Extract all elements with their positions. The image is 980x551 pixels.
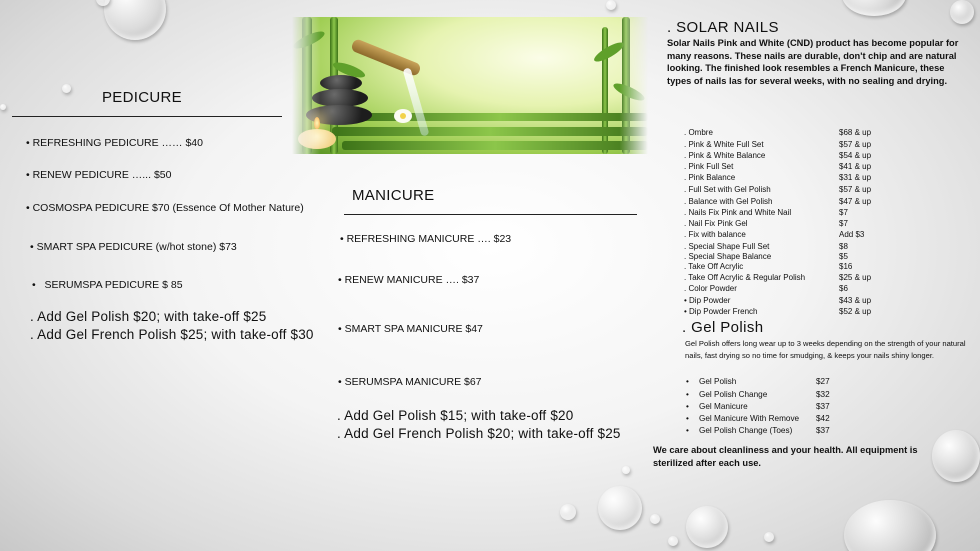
manicure-gel-addon: . Add Gel French Polish $20; with take-off $25 xyxy=(337,426,621,441)
manicure-item: • RENEW MANICURE …. $37 xyxy=(338,274,480,286)
spa-photo xyxy=(292,17,648,154)
solar-service-name: . Nails Fix Pink and White Nail xyxy=(684,208,792,217)
pedicure-heading: PEDICURE xyxy=(102,89,182,106)
gel-service-name: Gel Polish xyxy=(699,377,737,386)
solar-service-price: $57 & up xyxy=(839,140,872,149)
gel-service-price: $32 xyxy=(816,390,830,399)
solar-service-price: $68 & up xyxy=(839,128,872,137)
pedicure-gel-addon: . Add Gel Polish $20; with take-off $25 xyxy=(30,309,267,324)
solar-service-name: . Full Set with Gel Polish xyxy=(684,185,771,194)
water-drop-decoration xyxy=(844,500,936,551)
solar-nails-description: Solar Nails Pink and White (CND) product has become popular for many reasons. These nails are durable, don't chip and are natural looking. The finished look resembles a French Manicure, these types of nails las for several weeks, with no sealing and drying. xyxy=(667,38,959,86)
solar-nails-heading: . SOLAR NAILS xyxy=(667,19,779,36)
solar-service-price: $25 & up xyxy=(839,273,872,282)
solar-service-name: . Balance with Gel Polish xyxy=(684,197,773,206)
water-drop-decoration xyxy=(650,514,660,524)
solar-service-name: . Special Shape Full Set xyxy=(684,242,770,251)
solar-service-name: . Take Off Acrylic & Regular Polish xyxy=(684,273,806,282)
gel-service-name: Gel Polish Change xyxy=(699,390,768,399)
water-drop-decoration xyxy=(104,0,166,40)
water-drop-decoration xyxy=(686,506,728,548)
gel-polish-heading: . Gel Polish xyxy=(682,319,764,336)
pedicure-heading-rule xyxy=(12,116,282,117)
solar-service-name: . Pink Full Set xyxy=(684,162,734,171)
solar-service-price: $8 xyxy=(839,242,848,251)
manicure-item: • SERUMSPA MANICURE $67 xyxy=(338,376,482,388)
solar-service-price: $54 & up xyxy=(839,151,872,160)
water-drop-decoration xyxy=(0,104,6,110)
water-drop-decoration xyxy=(668,536,678,546)
gel-service-price: $27 xyxy=(816,377,830,386)
water-drop-decoration xyxy=(842,0,906,16)
solar-service-price: $43 & up xyxy=(839,296,872,305)
manicure-gel-addon: . Add Gel Polish $15; with take-off $20 xyxy=(337,408,574,423)
gel-service-name: Gel Manicure With Remove xyxy=(699,414,800,423)
manicure-heading-rule xyxy=(344,214,637,215)
pedicure-item: • REFRESHING PEDICURE …… $40 xyxy=(26,137,203,149)
solar-service-price: $47 & up xyxy=(839,197,872,206)
solar-service-name: • Dip Powder French xyxy=(684,307,758,316)
manicure-item: • REFRESHING MANICURE …. $23 xyxy=(340,233,512,245)
solar-service-price: Add $3 xyxy=(839,230,865,239)
solar-service-price: $5 xyxy=(839,252,848,261)
bullet-icon: • xyxy=(686,377,689,386)
bullet-icon: • xyxy=(686,390,689,399)
solar-service-price: $41 & up xyxy=(839,162,872,171)
pedicure-item: • COSMOSPA PEDICURE $70 (Essence Of Mother Nature) xyxy=(26,202,304,214)
bullet-icon: • xyxy=(686,426,689,435)
water-drop-decoration xyxy=(606,0,616,10)
pedicure-gel-addon: . Add Gel French Polish $25; with take-off $30 xyxy=(30,327,314,342)
solar-service-price: $16 xyxy=(839,262,853,271)
solar-service-name: . Nail Fix Pink Gel xyxy=(684,219,748,228)
solar-service-name: . Ombre xyxy=(684,128,713,137)
gel-service-price: $37 xyxy=(816,402,830,411)
pedicure-item: • SERUMSPA PEDICURE $ 85 xyxy=(32,279,183,291)
solar-service-name: . Fix with balance xyxy=(684,230,746,239)
solar-service-name: . Special Shape Balance xyxy=(684,252,772,261)
water-drop-decoration xyxy=(62,84,71,93)
bullet-icon: • xyxy=(686,402,689,411)
solar-service-name: . Pink Balance xyxy=(684,173,736,182)
solar-service-price: $7 xyxy=(839,219,848,228)
bullet-icon: • xyxy=(686,414,689,423)
water-drop-decoration xyxy=(764,532,774,542)
manicure-item: • SMART SPA MANICURE $47 xyxy=(338,323,483,335)
water-drop-decoration xyxy=(560,504,576,520)
gel-service-price: $37 xyxy=(816,426,830,435)
solar-service-name: . Color Powder xyxy=(684,284,737,293)
solar-service-price: $57 & up xyxy=(839,185,872,194)
water-drop-decoration xyxy=(950,0,974,24)
gel-polish-description: Gel Polish offers long wear up to 3 weeks depending on the strength of your natural nails, fast drying so no time for smudging, & keeps your nails shiny longer. xyxy=(685,339,966,361)
solar-service-name: . Take Off Acrylic xyxy=(684,262,744,271)
solar-service-price: $6 xyxy=(839,284,848,293)
solar-service-price: $31 & up xyxy=(839,173,872,182)
pedicure-item: • SMART SPA PEDICURE (w/hot stone) $73 xyxy=(30,241,237,253)
solar-service-price: $7 xyxy=(839,208,848,217)
solar-service-price: $52 & up xyxy=(839,307,872,316)
solar-service-name: . Pink & White Full Set xyxy=(684,140,764,149)
gel-service-name: Gel Polish Change (Toes) xyxy=(699,426,793,435)
solar-service-name: • Dip Powder xyxy=(684,296,731,305)
gel-service-name: Gel Manicure xyxy=(699,402,748,411)
water-drop-decoration xyxy=(622,466,630,474)
gel-service-price: $42 xyxy=(816,414,830,423)
pedicure-item: • RENEW PEDICURE …... $50 xyxy=(26,169,172,181)
cleanliness-note: We care about cleanliness and your health. All equipment is sterilized after each use. xyxy=(653,445,918,468)
manicure-heading: MANICURE xyxy=(352,187,435,204)
solar-service-name: . Pink & White Balance xyxy=(684,151,766,160)
water-drop-decoration xyxy=(598,486,642,530)
